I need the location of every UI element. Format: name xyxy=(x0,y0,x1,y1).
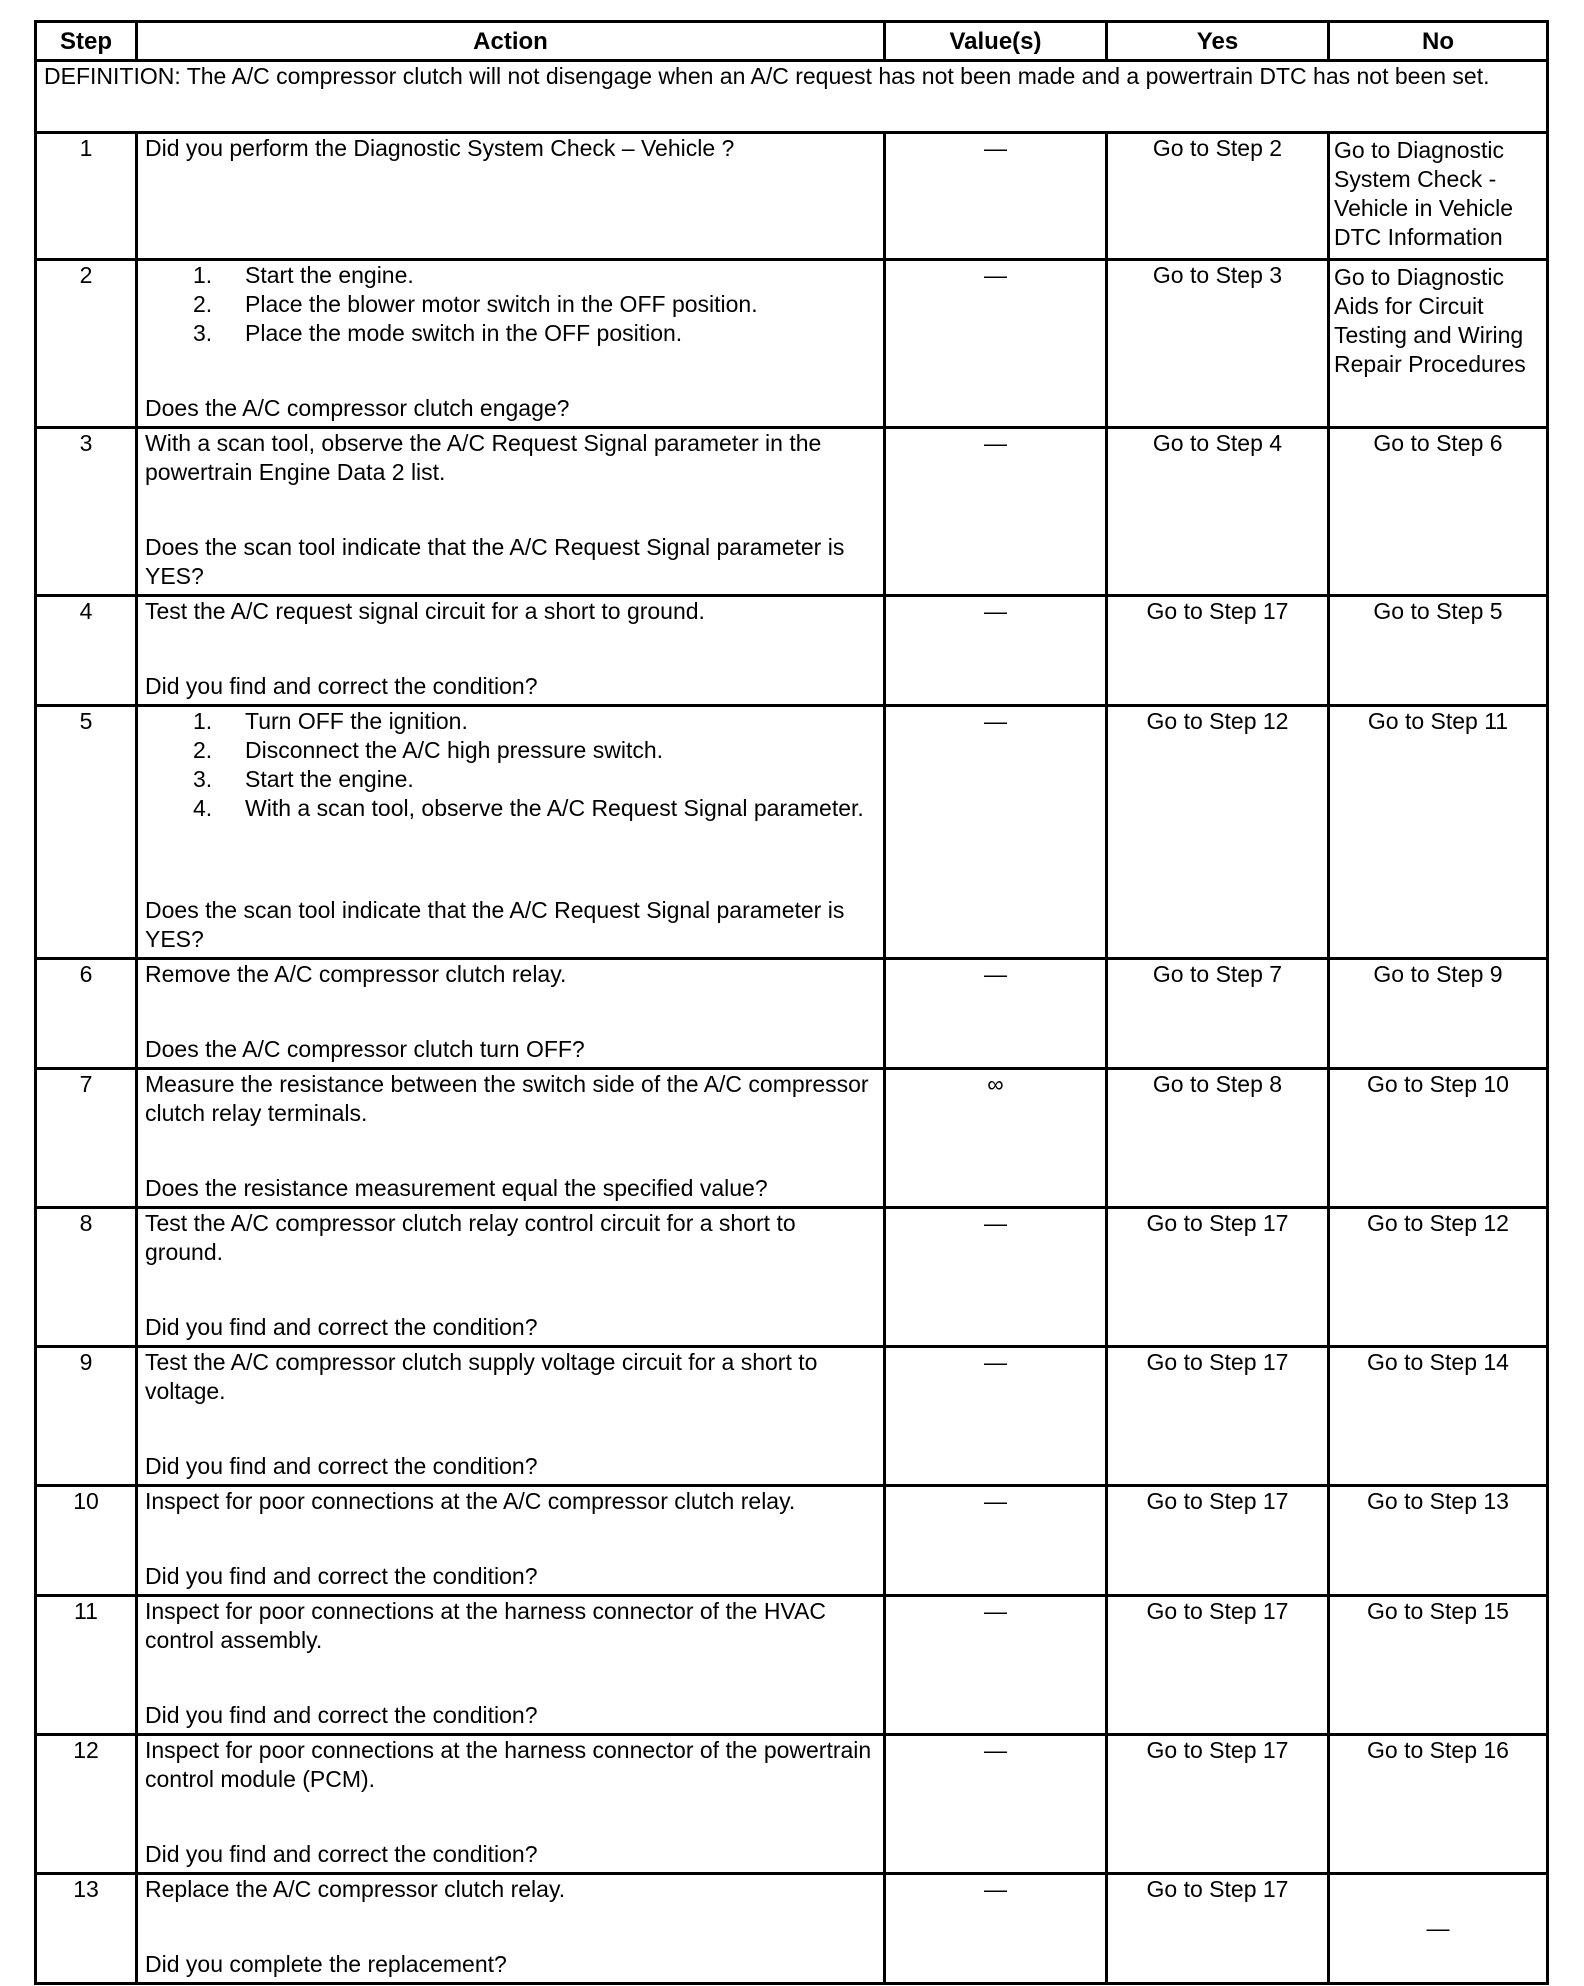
action-cell xyxy=(137,1735,885,1874)
action-question: Did you find and correct the condition? xyxy=(145,1563,538,1589)
yes-cell: Go to Step 3 xyxy=(1107,260,1329,428)
action-text: Replace the A/C compressor clutch relay. xyxy=(145,1876,566,1902)
action-text: Inspect for poor connections at the harness connector of the powertrain control module (PCM). xyxy=(145,1737,872,1792)
action-step-item xyxy=(193,707,876,736)
action-text: Remove the A/C compressor clutch relay. xyxy=(145,961,567,987)
table-row xyxy=(36,1486,1548,1596)
step-number: 5 xyxy=(36,706,137,959)
step-number: 11 xyxy=(36,1596,137,1735)
action-question: Did you find and correct the condition? xyxy=(145,1702,538,1728)
no-cell: Go to Step 14 xyxy=(1329,1347,1548,1486)
action-step-item xyxy=(193,794,876,823)
yes-cell: Go to Step 8 xyxy=(1107,1069,1329,1208)
table-row xyxy=(36,1208,1548,1347)
action-step-item xyxy=(193,319,876,348)
no-cell: Go to Diagnostic Aids for Circuit Testing and Wiring Repair Procedures xyxy=(1329,260,1548,428)
action-question: Did you complete the replacement? xyxy=(145,1951,507,1977)
table-row xyxy=(36,596,1548,706)
action-cell xyxy=(137,1347,885,1486)
header-values: Value(s) xyxy=(885,22,1107,61)
step-number: 13 xyxy=(36,1874,137,1984)
action-question: Does the A/C compressor clutch engage? xyxy=(145,395,570,421)
no-cell: — xyxy=(1329,1874,1548,1984)
yes-cell: Go to Step 17 xyxy=(1107,1208,1329,1347)
header-step: Step xyxy=(36,22,137,61)
yes-cell: Go to Step 12 xyxy=(1107,706,1329,959)
yes-cell: Go to Step 17 xyxy=(1107,1874,1329,1984)
action-step-text: With a scan tool, observe the A/C Request Signal parameter. xyxy=(245,795,864,821)
step-number: 10 xyxy=(36,1486,137,1596)
action-cell xyxy=(137,1596,885,1735)
action-step-list xyxy=(145,261,876,348)
action-step-text: Turn OFF the ignition. xyxy=(245,708,468,734)
header-action: Action xyxy=(137,22,885,61)
table-row xyxy=(36,1735,1548,1874)
step-number: 8 xyxy=(36,1208,137,1347)
no-cell: Go to Step 5 xyxy=(1329,596,1548,706)
no-cell: Go to Step 6 xyxy=(1329,428,1548,596)
action-text: Inspect for poor connections at the harness connector of the HVAC control assembly. xyxy=(145,1598,827,1653)
action-question: Did you find and correct the condition? xyxy=(145,1453,538,1479)
value-cell: — xyxy=(885,1735,1107,1874)
table-row xyxy=(36,959,1548,1069)
action-text: Inspect for poor connections at the A/C compressor clutch relay. xyxy=(145,1488,796,1514)
step-number: 4 xyxy=(36,596,137,706)
action-step-item xyxy=(193,765,876,794)
value-cell: — xyxy=(885,1874,1107,1984)
action-cell xyxy=(137,596,885,706)
action-step-text: Place the blower motor switch in the OFF position. xyxy=(245,291,758,317)
yes-cell: Go to Step 17 xyxy=(1107,1735,1329,1874)
value-cell: — xyxy=(885,1486,1107,1596)
value-cell: — xyxy=(885,1347,1107,1486)
action-question: Did you find and correct the condition? xyxy=(145,1841,538,1867)
action-text: Test the A/C compressor clutch supply voltage circuit for a short to voltage. xyxy=(145,1349,818,1404)
action-step-number: 3. xyxy=(193,320,213,346)
action-step-text: Place the mode switch in the OFF position. xyxy=(245,320,683,346)
action-cell xyxy=(137,1486,885,1596)
yes-cell: Go to Step 2 xyxy=(1107,133,1329,260)
value-cell: — xyxy=(885,596,1107,706)
action-question: Did you find and correct the condition? xyxy=(145,673,538,699)
yes-cell: Go to Step 17 xyxy=(1107,1486,1329,1596)
table-row xyxy=(36,1596,1548,1735)
action-question: Does the scan tool indicate that the A/C Request Signal parameter is YES? xyxy=(145,534,845,589)
table-row xyxy=(36,133,1548,260)
no-cell: Go to Step 9 xyxy=(1329,959,1548,1069)
action-cell xyxy=(137,706,885,959)
action-question: Did you find and correct the condition? xyxy=(145,1314,538,1340)
no-cell: Go to Step 12 xyxy=(1329,1208,1548,1347)
action-step-number: 1. xyxy=(193,262,213,288)
step-number: 12 xyxy=(36,1735,137,1874)
action-step-number: 4. xyxy=(193,795,213,821)
action-cell xyxy=(137,1069,885,1208)
step-number: 9 xyxy=(36,1347,137,1486)
step-number: 6 xyxy=(36,959,137,1069)
action-step-number: 3. xyxy=(193,766,213,792)
action-step-number: 2. xyxy=(193,737,213,763)
yes-cell: Go to Step 17 xyxy=(1107,596,1329,706)
header-no: No xyxy=(1329,22,1548,61)
value-cell: ∞ xyxy=(885,1069,1107,1208)
action-cell xyxy=(137,260,885,428)
action-step-number: 1. xyxy=(193,708,213,734)
yes-cell: Go to Step 4 xyxy=(1107,428,1329,596)
table-row xyxy=(36,428,1548,596)
action-cell xyxy=(137,428,885,596)
action-text: Did you perform the Diagnostic System Check – Vehicle ? xyxy=(145,135,735,161)
no-cell: Go to Step 13 xyxy=(1329,1486,1548,1596)
action-cell xyxy=(137,1874,885,1984)
value-cell: — xyxy=(885,1596,1107,1735)
action-text: Test the A/C request signal circuit for a short to ground. xyxy=(145,598,705,624)
action-step-text: Start the engine. xyxy=(245,766,414,792)
no-cell: Go to Step 15 xyxy=(1329,1596,1548,1735)
step-number: 7 xyxy=(36,1069,137,1208)
action-cell xyxy=(137,1208,885,1347)
table-row xyxy=(36,706,1548,959)
value-cell: — xyxy=(885,706,1107,959)
value-cell: — xyxy=(885,133,1107,260)
action-question: Does the A/C compressor clutch turn OFF? xyxy=(145,1036,585,1062)
no-cell: Go to Step 10 xyxy=(1329,1069,1548,1208)
value-cell: — xyxy=(885,1208,1107,1347)
header-yes: Yes xyxy=(1107,22,1329,61)
yes-cell: Go to Step 17 xyxy=(1107,1347,1329,1486)
action-cell xyxy=(137,133,885,260)
header-row xyxy=(36,22,1548,61)
action-text: Measure the resistance between the switch side of the A/C compressor clutch relay terminals. xyxy=(145,1071,869,1126)
action-step-number: 2. xyxy=(193,291,213,317)
value-cell: — xyxy=(885,260,1107,428)
action-cell xyxy=(137,959,885,1069)
definition-row xyxy=(36,61,1548,133)
action-step-item xyxy=(193,290,876,319)
action-question: Does the scan tool indicate that the A/C Request Signal parameter is YES? xyxy=(145,897,845,952)
table-row xyxy=(36,1347,1548,1486)
action-step-item xyxy=(193,261,876,290)
action-question: Does the resistance measurement equal the specified value? xyxy=(145,1175,768,1201)
table-row xyxy=(36,260,1548,428)
table-row xyxy=(36,1874,1548,1984)
no-cell: Go to Step 16 xyxy=(1329,1735,1548,1874)
action-step-text: Disconnect the A/C high pressure switch. xyxy=(245,737,664,763)
definition-text: DEFINITION: The A/C compressor clutch will not disengage when an A/C request has not been made and a powertrain DTC has not been set. xyxy=(36,61,1548,133)
step-number: 3 xyxy=(36,428,137,596)
yes-cell: Go to Step 7 xyxy=(1107,959,1329,1069)
action-text: With a scan tool, observe the A/C Request Signal parameter in the powertrain Engine Data 2 list. xyxy=(145,430,822,485)
value-cell: — xyxy=(885,959,1107,1069)
yes-cell: Go to Step 17 xyxy=(1107,1596,1329,1735)
diagnostic-table xyxy=(34,20,1549,1985)
value-cell: — xyxy=(885,428,1107,596)
step-number: 2 xyxy=(36,260,137,428)
action-step-text: Start the engine. xyxy=(245,262,414,288)
no-cell: Go to Step 11 xyxy=(1329,706,1548,959)
action-step-item xyxy=(193,736,876,765)
no-cell: Go to Diagnostic System Check - Vehicle in Vehicle DTC Information xyxy=(1329,133,1548,260)
action-text: Test the A/C compressor clutch relay control circuit for a short to ground. xyxy=(145,1210,796,1265)
step-number: 1 xyxy=(36,133,137,260)
table-row xyxy=(36,1069,1548,1208)
action-step-list xyxy=(145,707,876,823)
